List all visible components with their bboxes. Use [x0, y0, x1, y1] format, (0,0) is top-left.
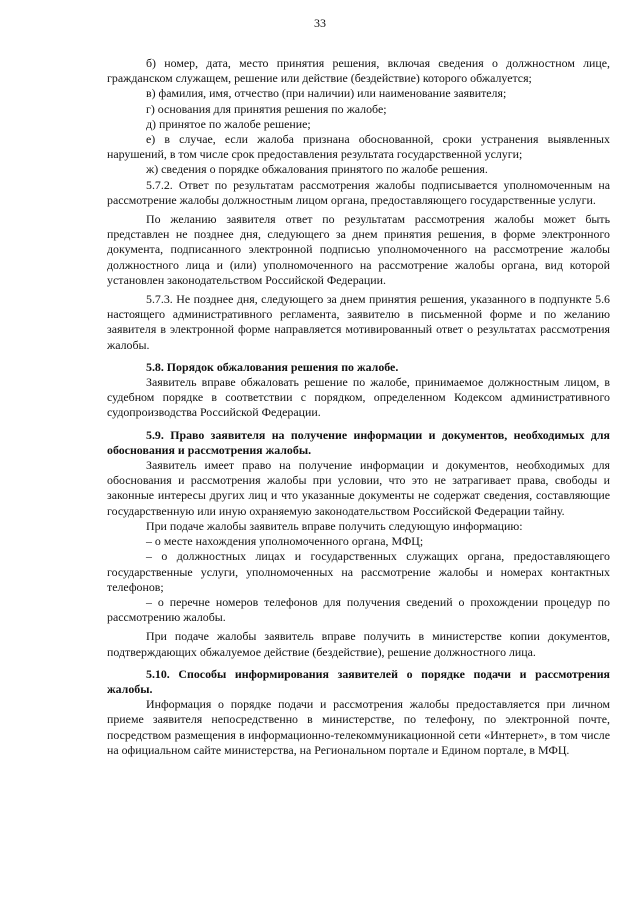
paragraph-info-methods: Информация о порядке подачи и рассмотрения жалобы предоставляется при личном приеме заявителя непосредственно в министерстве, по телефону, по электронной почте, посредством размещения в информационно-телекоммуникационной сети «Интернет», в том числе на официальном сайте министерства, на Региональном портале и Едином портале, в МФЦ. — [107, 697, 610, 757]
paragraph-v: в) фамилия, имя, отчество (при наличии) или наименование заявителя; — [146, 86, 507, 101]
paragraph-e: е) в случае, если жалоба признана обоснованной, сроки устранения выявленных нарушений, в том числе срок предоставления результата государственной услуги; — [107, 132, 610, 162]
paragraph-appeal-court: Заявитель вправе обжаловать решение по жалобе, принимаемое должностным лицом, в судебном порядке в соответствии с порядком, определенном Кодексом административного судопроизводства Российской Федерации. — [107, 375, 610, 420]
list-item-phones: – о перечне номеров телефонов для получения сведений о прохождении процедур по рассмотрению жалобы. — [107, 594, 610, 625]
paragraph-g: г) основания для принятия решения по жалобе; — [146, 101, 387, 116]
paragraph-b: б) номер, дата, место принятия решения, включая сведения о должностном лице, гражданском служащем, решение или действие (бездействие) которого обжалуется; — [107, 56, 610, 86]
heading-5-10: 5.10. Способы информирования заявителей о порядке подачи и рассмотрения жалобы. — [107, 666, 610, 696]
list-item-location: – о месте нахождения уполномоченного органа, МФЦ; — [146, 534, 424, 549]
paragraph-electronic-reply: По желанию заявителя ответ по результатам рассмотрения жалобы может быть представлен не позднее дня, следующего за днем принятия решения, в форме электронного документа, подписанного электронной подписью уполномоченного на рассмотрение жалобы должностного лица и (или) уполномоченного на рассмотрение жалобы органа, вид которой установлен законодательством Российской Федерации. — [107, 212, 610, 287]
paragraph-5-7-2: 5.7.2. Ответ по результатам рассмотрения жалобы подписывается уполномоченным на рассмотрение жалобы должностным лицом органа, предоставляющего государственные услуги. — [107, 177, 610, 207]
heading-5-9: 5.9. Право заявителя на получение информации и документов, необходимых для обоснования и рассмотрения жалобы. — [107, 427, 610, 457]
heading-5-8: 5.8. Порядок обжалования решения по жалобе. — [146, 359, 399, 374]
paragraph-d: д) принятое по жалобе решение; — [146, 116, 311, 131]
paragraph-right-to-info: Заявитель имеет право на получение информации и документов, необходимых для обоснования и рассмотрения жалобы при условии, что это не затрагивает права, свободы и законные интересы других лиц и что указанные документы не содержат сведения, составляющие государственную или иную охраняемую законодательством Российской Федерации тайну. — [107, 458, 610, 518]
paragraph-zh: ж) сведения о порядке обжалования принятого по жалобе решения. — [146, 162, 488, 177]
paragraph-copies: При подаче жалобы заявитель вправе получить в министерстве копии документов, подтверждающих обжалуемое действие (бездействие), решение должностного лица. — [107, 629, 610, 659]
page-number: 33 — [314, 16, 326, 30]
list-item-officials: – о должностных лицах и государственных служащих органа, предоставляющего государственные услуги, уполномоченных на рассмотрение жалобы и номерах контактных телефонов; — [107, 549, 610, 594]
paragraph-info-list-intro: При подаче жалобы заявитель вправе получить следующую информацию: — [146, 518, 523, 533]
paragraph-5-7-3: 5.7.3. Не позднее дня, следующего за днем принятия решения, указанного в подпункте 5.6 настоящего административного регламента, заявителю в письменной форме и по желанию заявителя в электронной форме направляется мотивированный ответ о результатах рассмотрения жалобы. — [107, 292, 610, 352]
document-body — [107, 56, 610, 758]
